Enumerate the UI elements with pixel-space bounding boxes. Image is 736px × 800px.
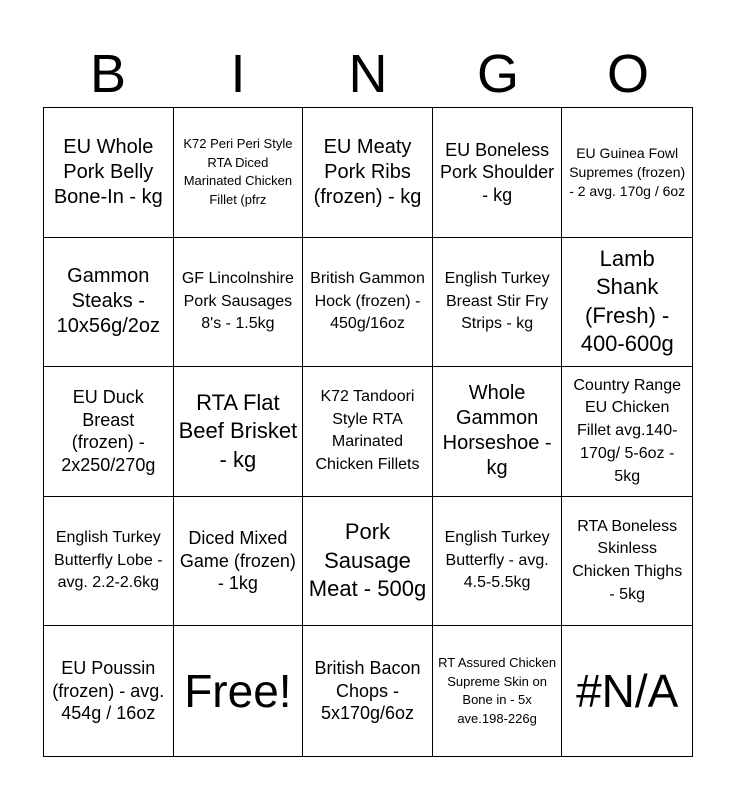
bingo-cell-r1-c4[interactable]: EU Boneless Pork Shoulder - kg <box>433 108 563 238</box>
header-letter-n: N <box>348 44 388 104</box>
header-letter-i: I <box>230 44 246 104</box>
bingo-cell-r2-c1[interactable]: Gammon Steaks - 10x56g/2oz <box>44 238 174 368</box>
bingo-board <box>43 107 693 757</box>
bingo-cell-r4-c4[interactable]: English Turkey Butterfly - avg. 4.5-5.5kg <box>433 497 563 627</box>
header-letter-o: O <box>606 44 649 104</box>
bingo-cell-r1-c1[interactable]: EU Whole Pork Belly Bone-In - kg <box>44 108 174 238</box>
bingo-cell-r4-c1[interactable]: English Turkey Butterfly Lobe - avg. 2.2-2.6kg <box>44 497 174 627</box>
header-letter-g: G <box>476 44 519 104</box>
bingo-cell-r3-c1[interactable]: EU Duck Breast (frozen) - 2x250/270g <box>44 367 174 497</box>
bingo-cell-r5-c4[interactable]: RT Assured Chicken Supreme Skin on Bone in - 5x ave.198-226g <box>433 626 563 756</box>
bingo-cell-r4-c2[interactable]: Diced Mixed Game (frozen) - 1kg <box>174 497 304 627</box>
bingo-cell-r2-c3[interactable]: British Gammon Hock (frozen) - 450g/16oz <box>303 238 433 368</box>
bingo-cell-r4-c5[interactable]: RTA Boneless Skinless Chicken Thighs - 5kg <box>562 497 692 627</box>
bingo-header <box>43 40 693 108</box>
bingo-cell-r3-c5[interactable]: Country Range EU Chicken Fillet avg.140-170g/ 5-6oz - 5kg <box>562 367 692 497</box>
bingo-cell-r5-c1[interactable]: EU Poussin (frozen) - avg. 454g / 16oz <box>44 626 174 756</box>
bingo-cell-r1-c3[interactable]: EU Meaty Pork Ribs (frozen) - kg <box>303 108 433 238</box>
bingo-cell-r2-c2[interactable]: GF Lincolnshire Pork Sausages 8's - 1.5kg <box>174 238 304 368</box>
bingo-cell-r4-c3[interactable]: Pork Sausage Meat - 500g <box>303 497 433 627</box>
bingo-free-space[interactable]: Free! <box>174 626 304 756</box>
bingo-cell-r3-c2[interactable]: RTA Flat Beef Brisket - kg <box>174 367 304 497</box>
header-letter-b: B <box>89 44 127 104</box>
bingo-cell-r3-c4[interactable]: Whole Gammon Horseshoe - kg <box>433 367 563 497</box>
bingo-cell-r2-c5[interactable]: Lamb Shank (Fresh) - 400-600g <box>562 238 692 368</box>
bingo-cell-r5-c5[interactable]: #N/A <box>576 664 679 717</box>
bingo-cell-r3-c3[interactable]: K72 Tandoori Style RTA Marinated Chicken Fillets <box>303 367 433 497</box>
bingo-cell-r1-c5[interactable]: EU Guinea Fowl Supremes (frozen) - 2 avg. 170g / 6oz <box>562 108 692 238</box>
bingo-cell-r2-c4[interactable]: English Turkey Breast Stir Fry Strips - kg <box>433 238 563 368</box>
bingo-cell-r1-c2[interactable]: K72 Peri Peri Style RTA Diced Marinated Chicken Fillet (pfrz <box>174 108 304 238</box>
bingo-cell-r5-c3[interactable]: British Bacon Chops - 5x170g/6oz <box>303 626 433 756</box>
